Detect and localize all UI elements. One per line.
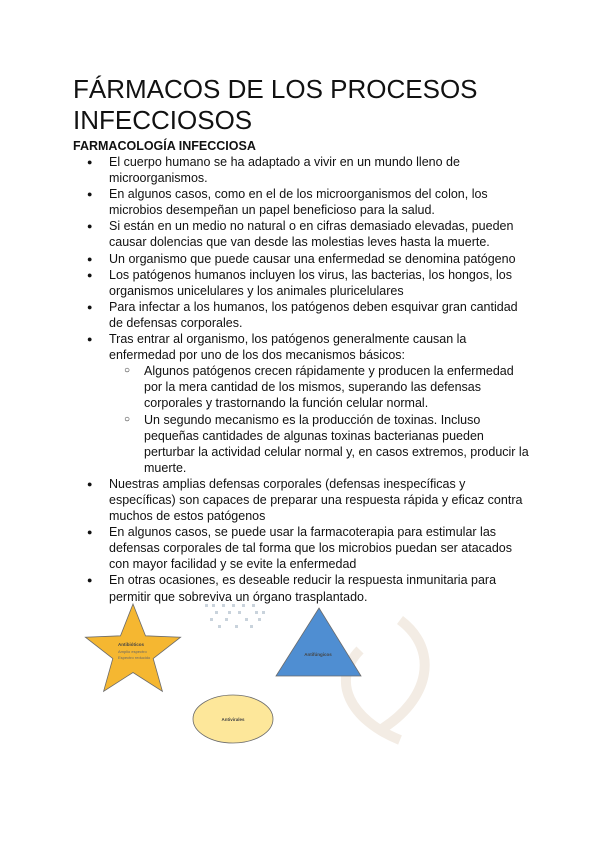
list-item: ● En algunos casos, se puede usar la farmacoterapia para estimular las defensas corporales de tal forma que los microbios puedan ser atacados con mayor facilidad y se evite la enfermedad <box>73 524 533 572</box>
drug-classes-diagram <box>0 590 600 760</box>
section-subtitle: FARMACOLOGÍA INFECCIOSA <box>73 139 256 153</box>
list-item: ● El cuerpo humano se ha adaptado a vivir en un mundo lleno de microorganismos. <box>73 154 533 186</box>
list-item: ● Los patógenos humanos incluyen los virus, las bacterias, los hongos, los organismos unicelulares y los animales pluricelulares <box>73 267 533 299</box>
page-title: FÁRMACOS DE LOS PROCESOS INFECCIOSOS <box>73 74 478 135</box>
list-item: ● Para infectar a los humanos, los patógenos deben esquivar gran cantidad de defensas corporales. <box>73 299 533 331</box>
triangle-label: Antifúngicos <box>304 652 332 657</box>
list-item: ● En otras ocasiones, es deseable reducir la respuesta inmunitaria para permitir que sobreviva un órgano trasplantado. <box>73 572 533 604</box>
star-sublabel-1: Amplio espectro <box>118 649 147 654</box>
antifungals-triangle <box>276 608 361 676</box>
ellipse-label: Antivirales <box>221 717 245 722</box>
list-item-text: Tras entrar al organismo, los patógenos generalmente causan la enfermedad por uno de los dos mecanismos básicos: <box>109 332 467 363</box>
bullet-list <box>73 154 533 605</box>
star-sublabel-2: Espectro reducido <box>118 655 151 660</box>
pixel-noise-decoration <box>205 604 265 628</box>
list-item <box>73 331 533 476</box>
sub-list-item: ○ Un segundo mecanismo es la producción de toxinas. Incluso pequeñas cantidades de algunas toxinas bacterianas pueden perturbar la actividad celular normal y, en casos extremos, producir la muerte. <box>109 412 533 476</box>
star-label: Antibióticos <box>118 642 144 647</box>
sub-bullet-list <box>109 363 533 476</box>
watermark-swirl <box>346 620 425 740</box>
list-item: ● Nuestras amplias defensas corporales (defensas inespecíficas y específicas) son capaces de preparar una respuesta rápida y eficaz contra muchos de estos patógenos <box>73 476 533 524</box>
list-item: ● En algunos casos, como en el de los microorganismos del colon, los microbios desempeñan un papel beneficioso para la salud. <box>73 186 533 218</box>
sub-list-item: ○ Algunos patógenos crecen rápidamente y producen la enfermedad por la mera cantidad de los mismos, superando las defensas corporales y trastornando la función celular normal. <box>109 363 533 411</box>
antibiotics-star <box>85 604 180 691</box>
list-item: ● Si están en un medio no natural o en cifras demasiado elevadas, pueden causar dolencias que van desde las molestias leves hasta la muerte. <box>73 218 533 250</box>
list-item: ● Un organismo que puede causar una enfermedad se denomina patógeno <box>73 251 533 267</box>
